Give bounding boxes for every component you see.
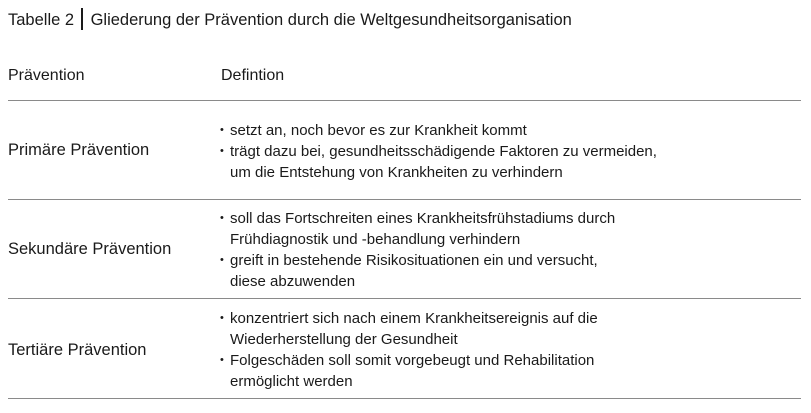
table-title: Gliederung der Prävention durch die Weltgesundheitsorganisation bbox=[90, 11, 572, 29]
list-item: • setzt an, noch bevor es zur Krankheit kommt bbox=[220, 120, 657, 141]
row-definition-primary bbox=[220, 120, 657, 183]
table-caption bbox=[8, 8, 572, 30]
bottom-rule bbox=[8, 398, 801, 399]
row-label-tertiary: Tertiäre Prävention bbox=[8, 341, 147, 359]
caption-divider bbox=[81, 8, 83, 30]
row-divider bbox=[8, 199, 801, 200]
header-rule bbox=[8, 100, 801, 101]
table-number: Tabelle 2 bbox=[8, 11, 75, 29]
row-definition-tertiary bbox=[220, 308, 598, 392]
row-definition-secondary bbox=[220, 208, 615, 292]
row-label-secondary: Sekundäre Prävention bbox=[8, 240, 172, 258]
column-header-prevention: Prävention bbox=[8, 67, 85, 84]
list-item: • trägt dazu bei, gesundheitsschädigende Faktoren zu vermeiden, um die Entstehung von Krankheiten zu verhindern bbox=[220, 141, 657, 183]
list-item: • konzentriert sich nach einem Krankheitsereignis auf die Wiederherstellung der Gesundheit bbox=[220, 308, 598, 350]
list-item: • Folgeschäden soll somit vorgebeugt und Rehabilitation ermöglicht werden bbox=[220, 350, 598, 392]
list-item: • greift in bestehende Risikosituationen ein und versucht, diese abzuwenden bbox=[220, 250, 615, 292]
row-divider bbox=[8, 298, 801, 299]
row-label-primary: Primäre Prävention bbox=[8, 141, 150, 159]
list-item: • soll das Fortschreiten eines Krankheitsfrühstadiums durch Frühdiagnostik und -behandlung verhindern bbox=[220, 208, 615, 250]
column-header-definition: Defintion bbox=[221, 67, 285, 84]
